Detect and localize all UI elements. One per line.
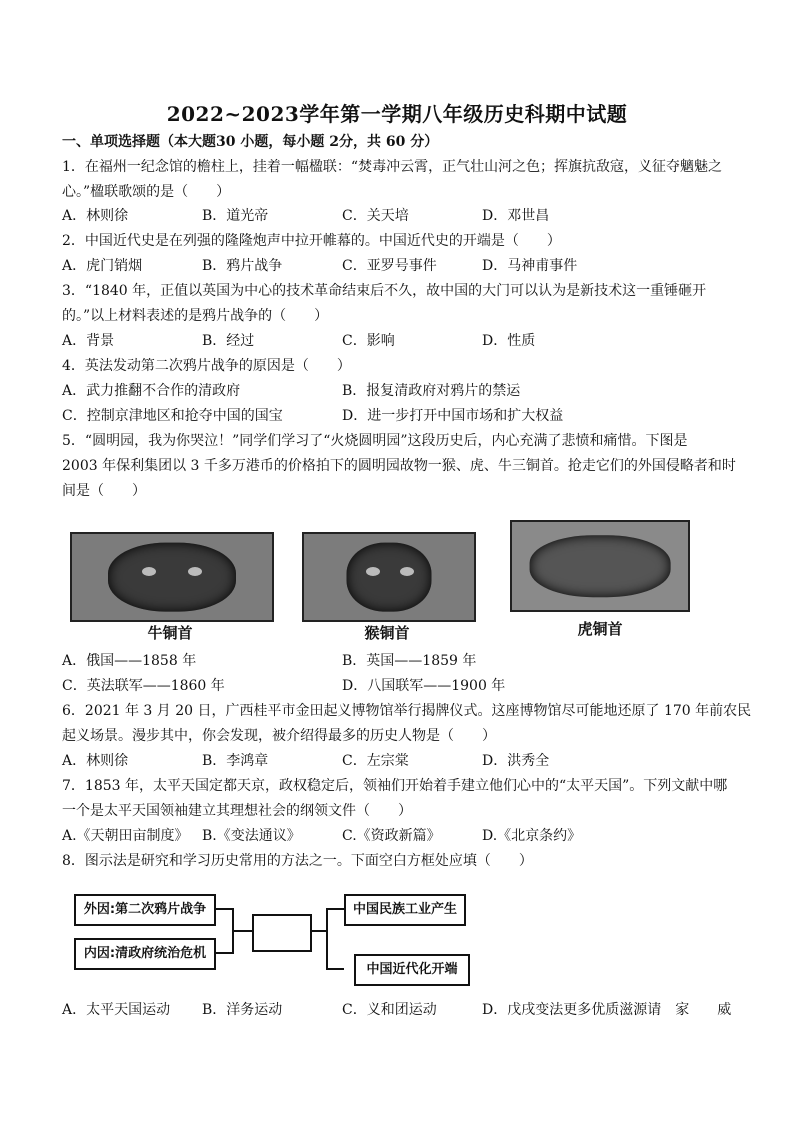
bronze-heads-figure — [62, 518, 742, 648]
option-b: B．道光帝 — [202, 208, 269, 224]
tiger-head-image — [510, 520, 690, 612]
option-a: A.《天朝田亩制度》 — [62, 828, 189, 844]
monkey-head-caption: 猴铜首 — [364, 624, 410, 642]
external-cause-box: 外因:第二次鸦片战争 — [74, 894, 216, 926]
ox-head-caption: 牛铜首 — [147, 624, 193, 642]
connector-line — [326, 908, 328, 970]
question-5-options-row-1 — [62, 651, 742, 671]
connector-line — [232, 930, 252, 932]
question-4-options-row-2 — [62, 406, 742, 426]
question-7-options — [62, 826, 742, 846]
option-a: A．俄国——1858 年 — [62, 653, 197, 669]
ox-head-image — [70, 532, 274, 622]
question-1-line-1: 1．在福州一纪念馆的檐柱上，挂着一幅楹联：“焚毒冲云霄，正气壮山河之色；挥旗抗敌寇，义征夺魑魅之 — [62, 159, 723, 175]
question-4-options-row-1 — [62, 381, 742, 401]
question-6-line-1: 6．2021 年 3 月 20 日，广西桂平市金田起义博物馆举行揭牌仪式。这座博物馆尽可能地还原了 170 年前农民 — [62, 703, 752, 719]
connector-line — [214, 952, 232, 954]
tiger-head-caption: 虎铜首 — [577, 620, 623, 638]
option-c: C．关天培 — [342, 208, 409, 224]
option-b: B．英国——1859 年 — [342, 653, 477, 669]
question-2-options — [62, 256, 742, 276]
option-d: D.《北京条约》 — [482, 828, 582, 844]
option-c: C.《资政新篇》 — [342, 828, 441, 844]
question-5-options-row-2 — [62, 676, 742, 696]
option-d: D．洪秀全 — [482, 753, 550, 769]
option-a: A．林则徐 — [62, 208, 129, 224]
option-d: D．进一步打开中国市场和扩大权益 — [342, 408, 564, 424]
question-6-options — [62, 751, 742, 771]
option-d: D．戊戌变法更多优质滋源请 家 威 — [482, 1002, 732, 1018]
option-a: A．太平天国运动 — [62, 1002, 171, 1018]
question-3-options — [62, 331, 742, 351]
option-a: A．武力推翻不合作的清政府 — [62, 383, 241, 399]
question-4-line-1: 4．英法发动第二次鸦片战争的原因是（ ） — [62, 358, 351, 374]
option-b: B．洋务运动 — [202, 1002, 283, 1018]
connector-line — [310, 930, 326, 932]
option-a: A．背景 — [62, 333, 115, 349]
option-c: C．英法联军——1860 年 — [62, 678, 225, 694]
option-c: C．义和团运动 — [342, 1002, 437, 1018]
option-b: B．报复清政府对鸦片的禁运 — [342, 383, 521, 399]
option-d: D．邓世昌 — [482, 208, 550, 224]
question-8-options — [62, 1000, 742, 1020]
question-2-line-1: 2．中国近代史是在列强的隆隆炮声中拉开帷幕的。中国近代史的开端是（ ） — [62, 233, 561, 249]
question-3-line-1: 3．“1840 年，正值以英国为中心的技术革命结束后不久，故中国的大门可以认为是新技术这一重锤砸开 — [62, 283, 707, 299]
option-b: B．鸦片战争 — [202, 258, 283, 274]
section-heading: 一、单项选择题（本大题30 小题，每小题 2分，共 60 分） — [62, 134, 439, 150]
monkey-head-image — [302, 532, 476, 622]
option-c: C．控制京津地区和抢夺中国的国宝 — [62, 408, 283, 424]
option-b: B．李鸿章 — [202, 753, 269, 769]
result-box-industry: 中国民族工业产生 — [344, 894, 466, 926]
page-title: 2022~2023学年第一学期八年级历史科期中试题 — [166, 102, 628, 126]
question-1-line-2: 心。”楹联歌颂的是（ ） — [62, 184, 231, 200]
option-d: D．八国联军——1900 年 — [342, 678, 506, 694]
question-5-line-3: 间是（ ） — [62, 483, 146, 499]
option-d: D．性质 — [482, 333, 536, 349]
question-7-line-2: 一个是太平天国领袖建立其理想社会的纲领文件（ ） — [62, 803, 412, 819]
option-b: B.《变法通议》 — [202, 828, 301, 844]
option-c: C．亚罗号事件 — [342, 258, 437, 274]
option-a: A．虎门销烟 — [62, 258, 143, 274]
connector-line — [326, 908, 344, 910]
option-a: A．林则徐 — [62, 753, 129, 769]
question-3-line-2: 的。”以上材料表述的是鸦片战争的（ ） — [62, 308, 329, 324]
question-7-line-1: 7．1853 年，太平天国定都天京，政权稳定后，领袖们开始着手建立他们心中的“太平天国”。下列文献中哪 — [62, 778, 728, 794]
option-c: C．影响 — [342, 333, 395, 349]
option-b: B．经过 — [202, 333, 255, 349]
option-d: D．马神甫事件 — [482, 258, 578, 274]
blank-answer-box — [252, 914, 312, 952]
internal-cause-box: 内因:清政府统治危机 — [74, 938, 216, 970]
question-5-line-2: 2003 年保利集团以 3 千多万港币的价格拍下的圆明园故物一猴、虎、牛三铜首。抢走它们的外国侵略者和时 — [62, 458, 736, 474]
question-8-line-1: 8．图示法是研究和学习历史常用的方法之一。下面空白方框处应填（ ） — [62, 853, 533, 869]
connector-line — [214, 908, 232, 910]
option-c: C．左宗棠 — [342, 753, 409, 769]
flow-diagram — [62, 884, 522, 992]
question-1-options — [62, 206, 742, 226]
result-box-modernization: 中国近代化开端 — [354, 954, 470, 986]
question-6-line-2: 起义场景。漫步其中，你会发现，被介绍得最多的历史人物是（ ） — [62, 728, 496, 744]
connector-line — [326, 968, 344, 970]
question-5-line-1: 5．“圆明园，我为你哭泣！”同学们学习了“火烧圆明园”这段历史后，内心充满了悲愤和痛惜。下图是 — [62, 433, 688, 449]
